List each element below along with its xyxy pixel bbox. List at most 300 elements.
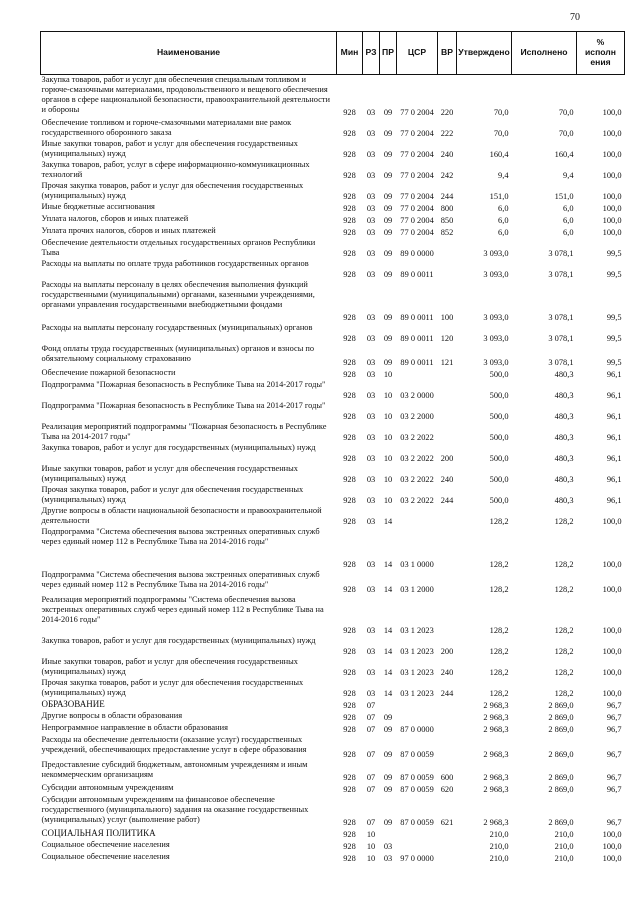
table-row xyxy=(41,723,625,735)
row-csr: 03 2 2022 xyxy=(400,495,434,505)
row-rz: 07 xyxy=(366,784,376,794)
row-vr xyxy=(438,506,457,527)
row-executed: 480,3 xyxy=(554,369,574,379)
row-percent: 96,7 xyxy=(606,712,622,722)
row-executed: 70,0 xyxy=(558,128,574,138)
row-approved: 128,2 xyxy=(489,559,509,569)
row-csr: 89 0 0011 xyxy=(400,333,434,343)
row-pr: 09 xyxy=(383,149,393,159)
row-percent: 100,0 xyxy=(602,107,622,117)
row-percent: 99,5 xyxy=(606,312,622,322)
row-vr xyxy=(438,380,457,401)
row-csr: 03 1 2023 xyxy=(400,688,434,698)
row-name: СОЦИАЛЬНАЯ ПОЛИТИКА xyxy=(41,827,156,838)
row-pr: 14 xyxy=(383,688,393,698)
row-executed: 2 869,0 xyxy=(548,772,574,782)
row-rz: 03 xyxy=(366,128,376,138)
row-min: 928 xyxy=(343,853,356,863)
row-min: 928 xyxy=(343,474,356,484)
row-approved: 3 093,0 xyxy=(483,333,509,343)
row-executed: 2 869,0 xyxy=(548,784,574,794)
row-vr xyxy=(438,368,457,380)
row-min: 928 xyxy=(343,584,356,594)
table-row xyxy=(41,711,625,723)
row-pr: 09 xyxy=(383,170,393,180)
row-rz: 03 xyxy=(366,333,376,343)
row-pr: 10 xyxy=(383,390,393,400)
row-rz: 03 xyxy=(366,411,376,421)
page-number xyxy=(0,12,640,23)
row-pr: 09 xyxy=(383,784,393,794)
row-percent: 100,0 xyxy=(602,688,622,698)
table-row xyxy=(41,735,625,760)
row-min: 928 xyxy=(343,829,356,839)
row-csr: 77 0 2004 xyxy=(400,170,434,180)
row-pr: 10 xyxy=(383,474,393,484)
row-percent: 96,7 xyxy=(606,724,622,734)
row-vr: 850 xyxy=(440,215,454,225)
row-executed: 6,0 xyxy=(563,215,574,225)
row-min: 928 xyxy=(343,215,356,225)
row-name: Подпрограмма "Пожарная безопасность в Республике Тыва на 2014-2017 годы" xyxy=(41,400,326,410)
row-percent: 96,1 xyxy=(606,411,622,421)
row-min: 928 xyxy=(343,432,356,442)
row-pr: 09 xyxy=(383,312,393,322)
row-approved: 2 968,3 xyxy=(483,724,509,734)
row-name: Социальное обеспечение населения xyxy=(41,839,170,849)
row-csr: 89 0 0011 xyxy=(400,269,434,279)
row-percent: 100,0 xyxy=(602,625,622,635)
row-csr: 87 0 0059 xyxy=(400,772,434,782)
row-csr: 03 1 2023 xyxy=(400,646,434,656)
row-name: Закупка товаров, работ и услуг для государственных (муниципальных) нужд xyxy=(41,442,316,452)
table-row xyxy=(41,118,625,139)
row-min: 928 xyxy=(343,559,356,569)
row-pr: 09 xyxy=(383,817,393,827)
row-min: 928 xyxy=(343,128,356,138)
row-min: 928 xyxy=(343,749,356,759)
row-executed: 3 078,1 xyxy=(548,248,574,258)
row-executed: 480,3 xyxy=(554,474,574,484)
row-rz: 03 xyxy=(366,191,376,201)
table-header xyxy=(41,32,625,75)
row-min: 928 xyxy=(343,495,356,505)
row-approved: 500,0 xyxy=(489,495,509,505)
row-approved: 210,0 xyxy=(489,829,509,839)
row-vr: 240 xyxy=(440,474,454,484)
row-approved: 2 968,3 xyxy=(483,784,509,794)
table-row xyxy=(41,678,625,699)
table-row xyxy=(41,795,625,828)
row-min: 928 xyxy=(343,453,356,463)
row-name: Иные бюджетные ассигнования xyxy=(41,201,155,211)
row-executed: 2 869,0 xyxy=(548,749,574,759)
row-name: Социальное обеспечение населения xyxy=(41,851,170,861)
row-executed: 480,3 xyxy=(554,453,574,463)
row-executed: 128,2 xyxy=(554,688,574,698)
page-number-text: 70 xyxy=(570,12,580,23)
row-percent: 99,5 xyxy=(606,333,622,343)
row-name: Обеспечение топливом и горюче-смазочными материалами вне рамок государственного оборонного заказа xyxy=(41,117,292,137)
header-vr: ВР xyxy=(438,32,457,75)
row-rz: 07 xyxy=(366,772,376,782)
row-name: Уплата налогов, сборов и иных платежей xyxy=(41,213,189,223)
row-executed: 3 078,1 xyxy=(548,357,574,367)
row-approved: 3 093,0 xyxy=(483,269,509,279)
row-rz: 03 xyxy=(366,269,376,279)
row-percent: 96,1 xyxy=(606,390,622,400)
row-executed: 6,0 xyxy=(563,203,574,213)
row-pr: 09 xyxy=(383,269,393,279)
row-rz: 03 xyxy=(366,215,376,225)
row-approved: 2 968,3 xyxy=(483,772,509,782)
row-vr xyxy=(438,527,457,570)
row-csr: 03 1 2023 xyxy=(400,625,434,635)
row-approved: 500,0 xyxy=(489,432,509,442)
row-pr: 09 xyxy=(383,357,393,367)
row-min: 928 xyxy=(343,269,356,279)
row-pr: 09 xyxy=(383,203,393,213)
row-executed: 480,3 xyxy=(554,411,574,421)
row-percent: 100,0 xyxy=(602,584,622,594)
row-executed: 128,2 xyxy=(554,625,574,635)
row-pr: 09 xyxy=(383,772,393,782)
table-row xyxy=(41,202,625,214)
row-vr xyxy=(438,259,457,280)
table-row xyxy=(41,259,625,280)
row-vr xyxy=(438,699,457,711)
row-pr: 14 xyxy=(383,584,393,594)
row-percent: 100,0 xyxy=(602,667,622,677)
row-name: Субсидии автономным учреждениям xyxy=(41,782,174,792)
row-rz: 03 xyxy=(366,369,376,379)
row-pr xyxy=(380,828,397,840)
row-csr: 03 2 0000 xyxy=(400,390,434,400)
row-vr: 121 xyxy=(440,357,454,367)
row-percent: 100,0 xyxy=(602,149,622,159)
row-vr: 100 xyxy=(440,312,454,322)
row-percent: 96,1 xyxy=(606,495,622,505)
row-executed: 128,2 xyxy=(554,667,574,677)
table-row xyxy=(41,828,625,840)
row-name: Закупка товаров, работ и услуг для обеспечения специальным топливом и горюче-смазочными материалами, продовольственного и вещевого обеспечения органов в сфере национальной безопасности, правоохранительной деятельности и обороны xyxy=(41,75,330,114)
row-executed: 128,2 xyxy=(554,584,574,594)
row-approved: 2 968,3 xyxy=(483,817,509,827)
row-approved: 128,2 xyxy=(489,688,509,698)
row-pr: 09 xyxy=(383,215,393,225)
row-csr: 03 2 2022 xyxy=(400,474,434,484)
header-percent-line3: ения xyxy=(590,56,611,67)
row-executed: 2 869,0 xyxy=(548,817,574,827)
row-percent: 96,1 xyxy=(606,453,622,463)
row-percent: 100,0 xyxy=(602,191,622,201)
row-percent: 96,1 xyxy=(606,474,622,484)
row-pr: 09 xyxy=(383,107,393,117)
header-pr: ПР xyxy=(380,32,397,75)
row-csr: 87 0 0000 xyxy=(400,724,434,734)
row-pr: 14 xyxy=(383,667,393,677)
row-approved: 6,0 xyxy=(498,203,509,213)
row-csr xyxy=(397,711,438,723)
row-vr xyxy=(438,711,457,723)
row-executed: 210,0 xyxy=(554,829,574,839)
row-rz: 07 xyxy=(366,700,376,710)
row-pr: 10 xyxy=(383,369,393,379)
row-csr: 89 0 0000 xyxy=(400,248,434,258)
row-name: Реализация мероприятий подпрограммы "Пожарная безопасность в Республике Тыва на 2014-2017 годы" xyxy=(41,421,327,441)
row-min: 928 xyxy=(343,841,356,851)
row-executed: 151,0 xyxy=(554,191,574,201)
row-name: Расходы на выплаты по оплате труда работников государственных органов xyxy=(41,258,309,268)
row-min: 928 xyxy=(343,149,356,159)
row-percent: 96,1 xyxy=(606,432,622,442)
row-approved: 128,2 xyxy=(489,646,509,656)
row-name: Закупка товаров, работ, услуг в сфере информационно-коммуникационных технологий xyxy=(41,159,310,179)
row-vr: 240 xyxy=(440,667,454,677)
row-approved: 210,0 xyxy=(489,853,509,863)
row-rz: 03 xyxy=(366,646,376,656)
table-row xyxy=(41,344,625,368)
row-percent: 100,0 xyxy=(602,853,622,863)
row-name: Обеспечение пожарной безопасности xyxy=(41,367,176,377)
row-min: 928 xyxy=(343,667,356,677)
row-min: 928 xyxy=(343,784,356,794)
row-approved: 9,4 xyxy=(498,170,509,180)
table-row xyxy=(41,657,625,678)
row-rz: 07 xyxy=(366,749,376,759)
row-vr: 852 xyxy=(440,227,454,237)
row-approved: 500,0 xyxy=(489,411,509,421)
header-name: Наименование xyxy=(41,32,337,75)
table-row xyxy=(41,783,625,795)
row-csr xyxy=(397,828,438,840)
table-row xyxy=(41,595,625,636)
table-row xyxy=(41,226,625,238)
row-percent: 99,5 xyxy=(606,269,622,279)
table-body xyxy=(41,75,625,864)
row-csr: 77 0 2004 xyxy=(400,215,434,225)
table-row xyxy=(41,464,625,485)
row-name: Прочая закупка товаров, работ и услуг для обеспечения государственных (муниципальных) нужд xyxy=(41,180,304,200)
row-csr: 87 0 0059 xyxy=(400,784,434,794)
row-pr: 14 xyxy=(383,646,393,656)
row-approved: 500,0 xyxy=(489,369,509,379)
row-min: 928 xyxy=(343,646,356,656)
row-approved: 70,0 xyxy=(493,128,509,138)
row-pr: 09 xyxy=(383,712,393,722)
row-rz: 07 xyxy=(366,712,376,722)
row-csr: 87 0 0059 xyxy=(400,817,434,827)
row-approved: 500,0 xyxy=(489,453,509,463)
row-vr: 242 xyxy=(440,170,454,180)
table-row xyxy=(41,570,625,595)
row-rz: 03 xyxy=(366,667,376,677)
row-vr: 200 xyxy=(440,453,454,463)
table-row xyxy=(41,368,625,380)
row-min: 928 xyxy=(343,170,356,180)
row-executed: 3 078,1 xyxy=(548,333,574,343)
row-name: Прочая закупка товаров, работ и услуг для обеспечения государственных (муниципальных) нужд xyxy=(41,484,304,504)
row-pr: 14 xyxy=(383,559,393,569)
row-approved: 151,0 xyxy=(489,191,509,201)
row-csr: 03 1 2023 xyxy=(400,667,434,677)
row-approved: 3 093,0 xyxy=(483,248,509,258)
table-row xyxy=(41,160,625,181)
row-rz: 10 xyxy=(366,829,376,839)
row-vr xyxy=(438,595,457,636)
row-name: Иные закупки товаров, работ и услуг для обеспечения государственных (муниципальных) нужд xyxy=(41,463,298,483)
row-percent: 100,0 xyxy=(602,516,622,526)
row-percent: 100,0 xyxy=(602,170,622,180)
row-executed: 2 869,0 xyxy=(548,712,574,722)
row-name: Предоставление субсидий бюджетным, автономным учреждениям и иным некоммерческим организациям xyxy=(41,759,308,779)
row-approved: 2 968,3 xyxy=(483,712,509,722)
row-executed: 70,0 xyxy=(558,107,574,117)
row-min: 928 xyxy=(343,817,356,827)
row-percent: 100,0 xyxy=(602,128,622,138)
row-executed: 9,4 xyxy=(563,170,574,180)
row-approved: 128,2 xyxy=(489,516,509,526)
table-row xyxy=(41,485,625,506)
row-pr: 10 xyxy=(383,495,393,505)
row-percent: 96,7 xyxy=(606,700,622,710)
row-csr: 89 0 0011 xyxy=(400,312,434,322)
table-row xyxy=(41,214,625,226)
row-name: Подпрограмма "Пожарная безопасность в Республике Тыва на 2014-2017 годы" xyxy=(41,379,326,389)
row-pr: 03 xyxy=(383,853,393,863)
row-rz: 03 xyxy=(366,390,376,400)
row-percent: 96,7 xyxy=(606,817,622,827)
row-min: 928 xyxy=(343,688,356,698)
header-min: Мин xyxy=(337,32,363,75)
row-approved: 210,0 xyxy=(489,841,509,851)
row-vr xyxy=(438,570,457,595)
header-executed: Исполнено xyxy=(512,32,577,75)
row-csr: 03 1 0000 xyxy=(400,559,434,569)
row-executed: 480,3 xyxy=(554,495,574,505)
row-name: Расходы на выплаты персоналу в целях обеспечения выполнения функций государственными (муниципальными) органами, казенными учреждениями, органами управления государственными внебюджетными фондами xyxy=(41,279,315,309)
table-row xyxy=(41,760,625,783)
row-rz: 10 xyxy=(366,841,376,851)
budget-table xyxy=(40,31,625,864)
row-csr: 03 2 2022 xyxy=(400,453,434,463)
row-pr: 03 xyxy=(383,841,393,851)
row-percent: 96,7 xyxy=(606,772,622,782)
table-row xyxy=(41,139,625,160)
row-csr xyxy=(397,506,438,527)
table-row xyxy=(41,852,625,864)
row-name: ОБРАЗОВАНИЕ xyxy=(41,698,105,709)
row-rz: 03 xyxy=(366,495,376,505)
row-percent: 100,0 xyxy=(602,829,622,839)
row-min: 928 xyxy=(343,700,356,710)
row-csr: 89 0 0011 xyxy=(400,357,434,367)
table-row xyxy=(41,181,625,202)
row-min: 928 xyxy=(343,411,356,421)
row-rz: 03 xyxy=(366,474,376,484)
row-name: Непрограммное направление в области образования xyxy=(41,722,228,732)
row-approved: 3 093,0 xyxy=(483,357,509,367)
row-percent: 100,0 xyxy=(602,559,622,569)
row-csr: 77 0 2004 xyxy=(400,149,434,159)
row-min: 928 xyxy=(343,712,356,722)
row-rz: 03 xyxy=(366,248,376,258)
row-pr: 14 xyxy=(383,625,393,635)
row-rz: 03 xyxy=(366,453,376,463)
row-csr: 03 2 2022 xyxy=(400,432,434,442)
row-vr: 220 xyxy=(440,107,454,117)
row-csr: 87 0 0059 xyxy=(400,749,434,759)
row-vr xyxy=(438,723,457,735)
row-csr: 97 0 0000 xyxy=(400,853,434,863)
row-min: 928 xyxy=(343,516,356,526)
row-pr: 09 xyxy=(383,749,393,759)
row-rz: 10 xyxy=(366,853,376,863)
row-rz: 03 xyxy=(366,149,376,159)
row-rz: 03 xyxy=(366,312,376,322)
row-pr: 14 xyxy=(383,516,393,526)
row-name: Подпрограмма "Система обеспечения вызова экстренных оперативных служб через единый номер 112 в Республике Тыва на 2014-2016 годы" xyxy=(41,526,320,546)
row-executed: 210,0 xyxy=(554,853,574,863)
row-rz: 03 xyxy=(366,227,376,237)
row-pr: 10 xyxy=(383,453,393,463)
row-executed: 128,2 xyxy=(554,646,574,656)
row-name: Расходы на обеспечение деятельности (оказание услуг) государственных учреждений, обеспечивающих предоставление услуг в сфере образования xyxy=(41,734,307,754)
row-name: Другие вопросы в области образования xyxy=(41,710,183,720)
row-name: Расходы на выплаты персоналу государственных (муниципальных) органов xyxy=(41,322,313,332)
row-vr xyxy=(438,735,457,760)
row-executed: 128,2 xyxy=(554,516,574,526)
row-executed: 480,3 xyxy=(554,432,574,442)
table-row xyxy=(41,280,625,323)
table-row xyxy=(41,699,625,711)
row-pr: 09 xyxy=(383,128,393,138)
row-approved: 6,0 xyxy=(498,227,509,237)
row-vr: 222 xyxy=(440,128,454,138)
row-percent: 99,5 xyxy=(606,248,622,258)
row-min: 928 xyxy=(343,107,356,117)
row-percent: 99,5 xyxy=(606,357,622,367)
row-rz: 03 xyxy=(366,357,376,367)
row-rz: 03 xyxy=(366,170,376,180)
row-min: 928 xyxy=(343,390,356,400)
row-executed: 6,0 xyxy=(563,227,574,237)
row-name: Другие вопросы в области национальной безопасности и правоохранительной деятельности xyxy=(41,505,322,525)
row-csr: 77 0 2004 xyxy=(400,227,434,237)
row-approved: 128,2 xyxy=(489,625,509,635)
row-approved: 3 093,0 xyxy=(483,312,509,322)
row-percent: 100,0 xyxy=(602,646,622,656)
row-percent: 100,0 xyxy=(602,227,622,237)
row-vr: 244 xyxy=(440,688,454,698)
row-rz: 03 xyxy=(366,203,376,213)
row-csr: 77 0 2004 xyxy=(400,128,434,138)
row-rz: 03 xyxy=(366,559,376,569)
row-vr: 120 xyxy=(440,333,454,343)
row-pr: 09 xyxy=(383,191,393,201)
header-rz: РЗ xyxy=(363,32,380,75)
table-row xyxy=(41,527,625,570)
row-approved: 160,4 xyxy=(489,149,509,159)
row-csr: 03 2 2000 xyxy=(400,411,434,421)
row-name: Иные закупки товаров, работ и услуг для обеспечения государственных (муниципальных) нужд xyxy=(41,138,298,158)
table-row xyxy=(41,506,625,527)
row-name: Фонд оплаты труда государственных (муниципальных) органов и взносы по обязательному социальному страхованию xyxy=(41,343,315,363)
table-row xyxy=(41,840,625,852)
row-rz: 03 xyxy=(366,688,376,698)
row-vr xyxy=(438,238,457,259)
table-row xyxy=(41,636,625,657)
